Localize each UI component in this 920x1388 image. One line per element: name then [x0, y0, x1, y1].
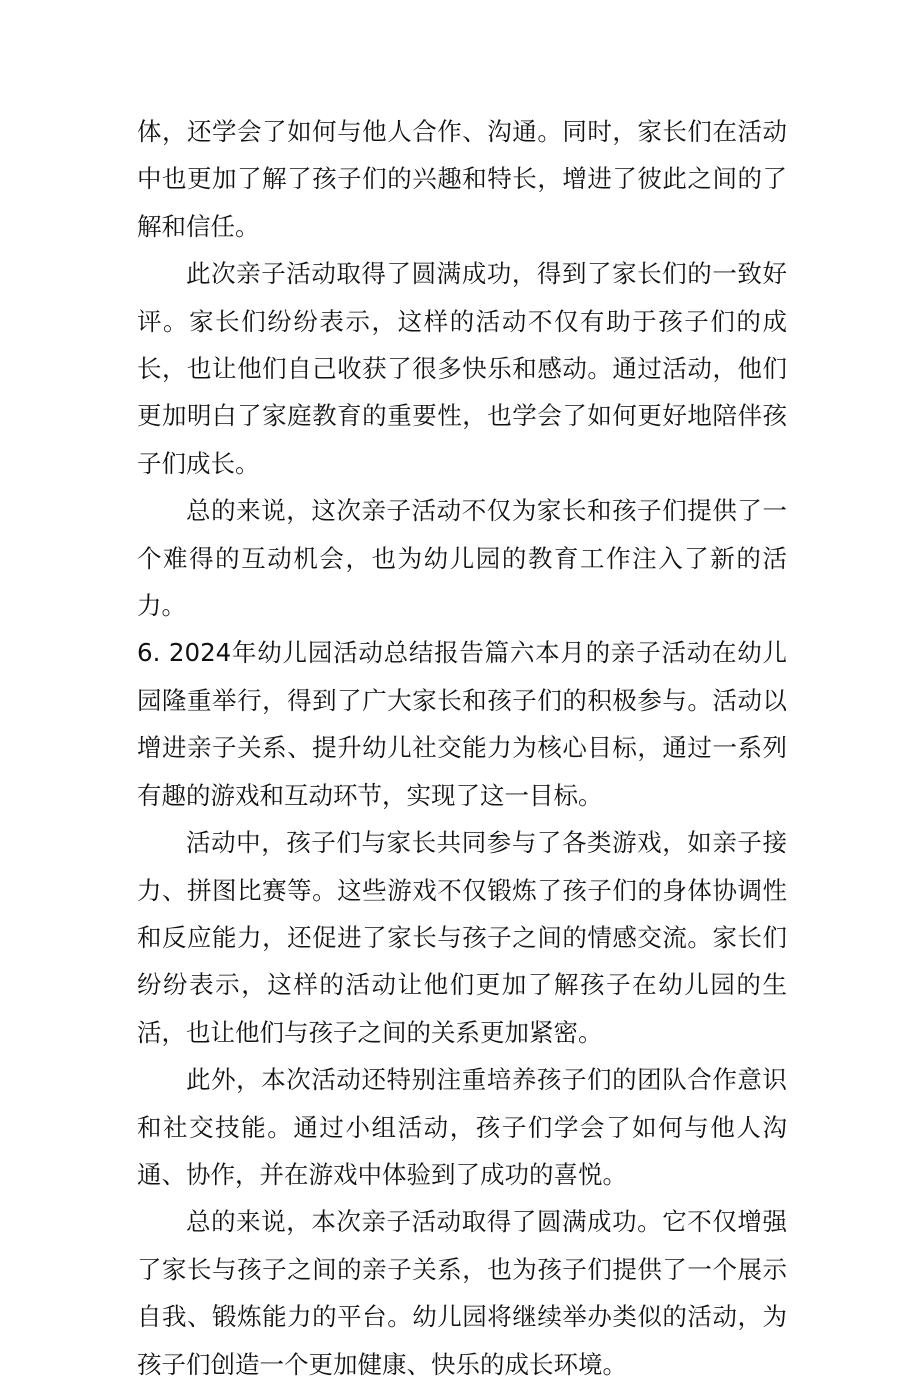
- paragraph: 此次亲子活动取得了圆满成功，得到了家长们的一致好评。家长们纷纷表示，这样的活动不仅有助于孩子们的成长，也让他们自己收获了很多快乐和感动。通过活动，他们更加明白了家庭教育的重要性，也学会了如何更好地陪伴孩子们成长。: [137, 259, 787, 478]
- section-heading-paragraph: 6. 2024年幼儿园活动总结报告篇六本月的亲子活动在幼儿园隆重举行，得到了广大家长和孩子们的积极参与。活动以增进亲子关系、提升幼儿社交能力为核心目标，通过一系列有趣的游戏和互动环节，实现了这一目标。: [137, 638, 787, 810]
- paragraph: 此外，本次活动还特别注重培养孩子们的团队合作意识和社交技能。通过小组活动，孩子们学会了如何与他人沟通、协作，并在游戏中体验到了成功的喜悦。: [137, 1065, 787, 1189]
- document-body: [137, 108, 787, 1388]
- paragraph: 活动中，孩子们与家长共同参与了各类游戏，如亲子接力、拼图比赛等。这些游戏不仅锻炼了孩子们的身体协调性和反应能力，还促进了家长与孩子之间的情感交流。家长们纷纷表示，这样的活动让他们更加了解孩子在幼儿园的生活，也让他们与孩子之间的关系更加紧密。: [137, 828, 787, 1047]
- paragraph: 总的来说，本次亲子活动取得了圆满成功。它不仅增强了家长与孩子之间的亲子关系，也为孩子们提供了一个展示自我、锻炼能力的平台。幼儿园将继续举办类似的活动，为孩子们创造一个更加健康、快乐的成长环境。: [137, 1207, 787, 1379]
- paragraph: 总的来说，这次亲子活动不仅为家长和孩子们提供了一个难得的互动机会，也为幼儿园的教育工作注入了新的活力。: [137, 496, 787, 621]
- paragraph-continuation: 体，还学会了如何与他人合作、沟通。同时，家长们在活动中也更加了解了孩子们的兴趣和特长，增进了彼此之间的了解和信任。: [137, 117, 787, 241]
